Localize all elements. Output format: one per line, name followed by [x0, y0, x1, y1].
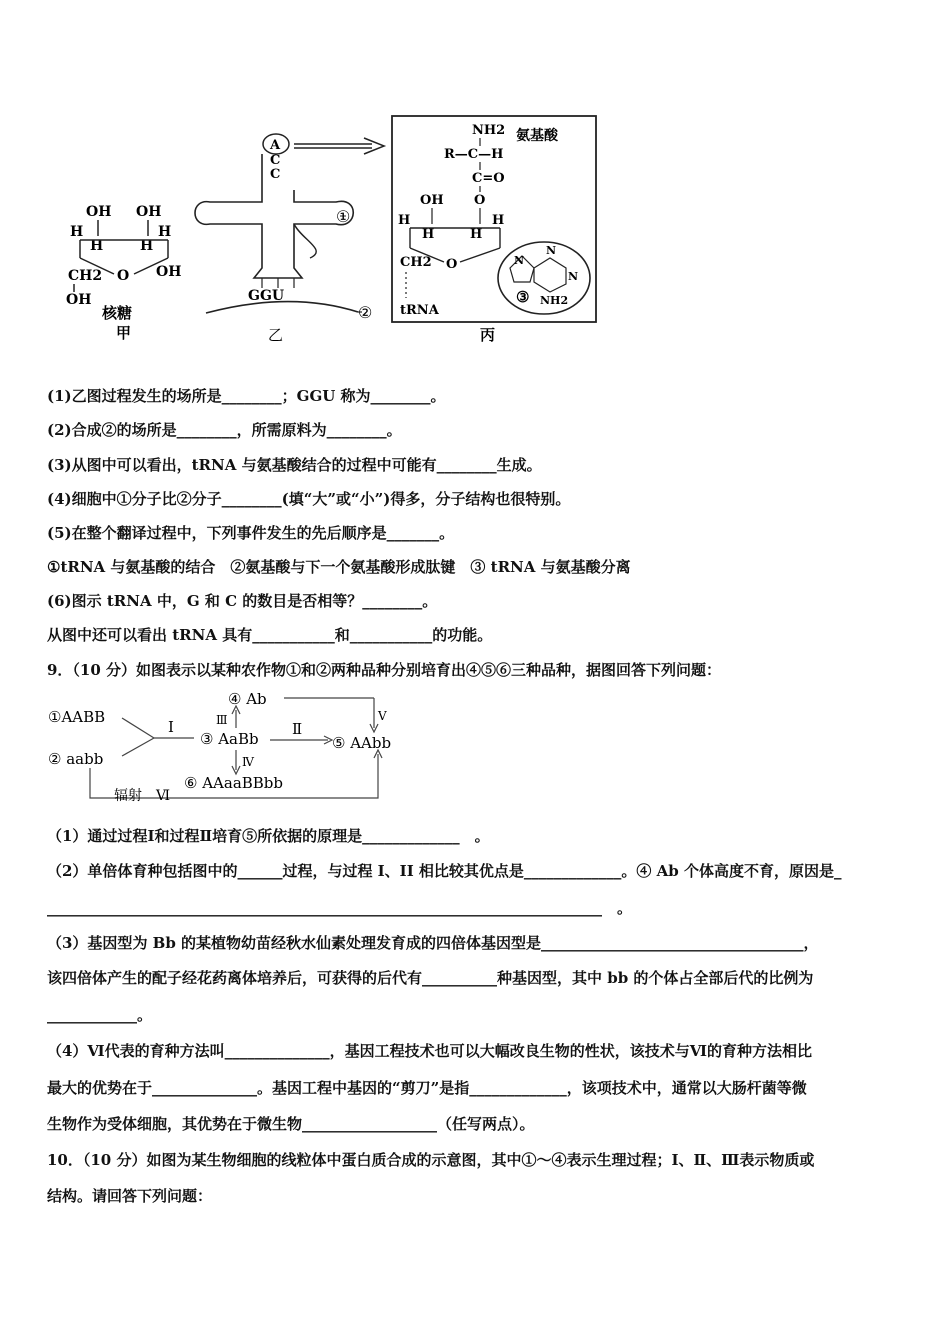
box-r-group: R—C—H — [444, 147, 504, 162]
question-6: (6)图示 tRNA 中，G 和 C 的数目是否相等？________。 — [47, 592, 438, 610]
q9-part-2-line-1: （2）单倍体育种包括图中的______过程，与过程 I、II 相比较其优点是_____________。④ Ab 个体高度不育，原因是_ — [47, 862, 842, 880]
parent-1: ①AABB — [48, 708, 106, 726]
breeding-diagram — [44, 688, 424, 806]
adenine-n-2: N — [546, 244, 557, 257]
q9-part-4-line-3: 生物作为受体细胞，其优势在于微生物__________________（任写两点）。 — [47, 1115, 535, 1133]
process-6-label: 辐射 Ⅵ — [114, 788, 171, 804]
trna-c-1: C — [270, 153, 281, 168]
q9-part-4-line-1: （4）Ⅵ代表的育种方法叫______________，基因工程技术也可以大幅改良生物的性状，该技术与Ⅵ的育种方法相比 — [47, 1042, 812, 1060]
trna-a: A — [270, 138, 281, 153]
ribose-name: 核糖 — [102, 304, 133, 322]
ribose-h-4: H — [158, 224, 172, 240]
q9-part-1: （1）通过过程Ⅰ和过程Ⅱ培育⑤所依据的原理是_____________ 。 — [47, 827, 490, 845]
question-6-followup: 从图中还可以看出 tRNA 具有___________和___________的功能。 — [47, 626, 493, 644]
q9-part-2-line-2: __________________________________________________________________________ 。 — [47, 899, 633, 917]
ribose-structure — [66, 204, 181, 342]
ribose-caption: 甲 — [116, 324, 132, 342]
process-4-label: Ⅳ — [242, 755, 254, 769]
question-5: (5)在整个翻译过程中，下列事件发生的先后顺序是_______。 — [47, 524, 455, 542]
ribose-ring-o: O — [117, 268, 130, 284]
process-2-label: Ⅱ — [292, 720, 303, 738]
adenine-n-1: N — [514, 254, 525, 267]
question-4: (4)细胞中①分子比②分子________(填“大”或“小”)得多，分子结构也很特别。 — [47, 490, 571, 508]
ribose-h-1: H — [70, 224, 84, 240]
trna-c-2: C — [270, 167, 281, 182]
amino-acid-box — [392, 116, 596, 344]
adenine-n-3: N — [568, 270, 579, 283]
ribose-oh-1: OH — [86, 204, 112, 220]
box-ester-o: O — [474, 193, 486, 208]
box-ch2: CH2 — [400, 255, 432, 270]
trna-marker-1: ① — [336, 207, 351, 226]
variety-4: ④ Ab — [228, 690, 267, 708]
ribose-oh-3: OH — [156, 264, 182, 280]
box-marker-3: ③ — [516, 288, 530, 306]
ribose-h-2: H — [90, 238, 104, 254]
q9-part-4-line-2: 最大的优势在于______________。基因工程中基因的“剪刀”是指_____________，该项技术中，通常以大肠杆菌等微 — [47, 1079, 807, 1097]
trna-cloverleaf — [195, 134, 384, 344]
box-nh2: NH2 — [472, 123, 506, 138]
box-h-2: H — [422, 227, 435, 242]
box-h-1: H — [398, 213, 411, 228]
box-amino-acid-label: 氨基酸 — [516, 128, 558, 144]
trna-figure — [40, 108, 600, 348]
question-2: (2)合成②的场所是________，所需原料为________。 — [47, 421, 402, 439]
question-1: (1)乙图过程发生的场所是________；GGU 称为________。 — [47, 387, 446, 405]
hybrid-3: ③ AaBb — [200, 730, 259, 748]
q10-line-1: 10．（10 分）如图为某生物细胞的线粒体中蛋白质合成的示意图，其中①～④表示生理过程；Ⅰ、Ⅱ、Ⅲ表示物质或 — [47, 1151, 815, 1169]
ribose-h-3: H — [140, 238, 154, 254]
trna-marker-2: ② — [358, 303, 373, 322]
trna-caption: 乙 — [268, 326, 284, 344]
process-1-label: Ⅰ — [168, 718, 174, 736]
q9-part-3-line-3: ____________。 — [47, 1006, 153, 1024]
box-h-3: H — [470, 227, 483, 242]
question-3: (3)从图中可以看出，tRNA 与氨基酸结合的过程中可能有________生成。 — [47, 456, 542, 474]
box-ring-o: O — [446, 257, 458, 272]
q9-title: 9．（10 分）如图表示以某种农作物①和②两种品种分别培育出④⑤⑥三种品种，据图回答下列问题： — [47, 661, 722, 679]
box-trna-label: tRNA — [400, 303, 439, 318]
box-h-4: H — [492, 213, 505, 228]
variety-6: ⑥ AAaaBBbb — [184, 774, 284, 792]
q10-line-2: 结构。请回答下列问题： — [47, 1187, 213, 1205]
variety-5: ⑤ AAbb — [332, 734, 392, 752]
ribose-oh-4: OH — [66, 292, 92, 308]
trna-anticodon: GGU — [248, 288, 285, 304]
box-carbonyl: C=O — [472, 171, 505, 186]
box-caption: 丙 — [480, 326, 496, 344]
adenine-nh2: NH2 — [540, 294, 569, 307]
box-oh: OH — [420, 193, 444, 208]
q9-part-3-line-1: （3）基因型为 Bb 的某植物幼苗经秋水仙素处理发育成的四倍体基因型是___________________________________， — [47, 934, 819, 952]
ribose-ch2: CH2 — [68, 268, 103, 284]
process-5-label: Ⅴ — [378, 709, 387, 723]
ribose-oh-2: OH — [136, 204, 162, 220]
question-5-options: ①tRNA 与氨基酸的结合 ②氨基酸与下一个氨基酸形成肽键 ③ tRNA 与氨基酸分离 — [47, 558, 631, 576]
q9-part-3-line-2: 该四倍体产生的配子经花药离体培养后，可获得的后代有__________种基因型，其中 bb 的个体占全部后代的比例为 — [47, 969, 814, 987]
parent-2: ② aabb — [48, 750, 104, 768]
process-3-label: Ⅲ — [216, 713, 228, 727]
